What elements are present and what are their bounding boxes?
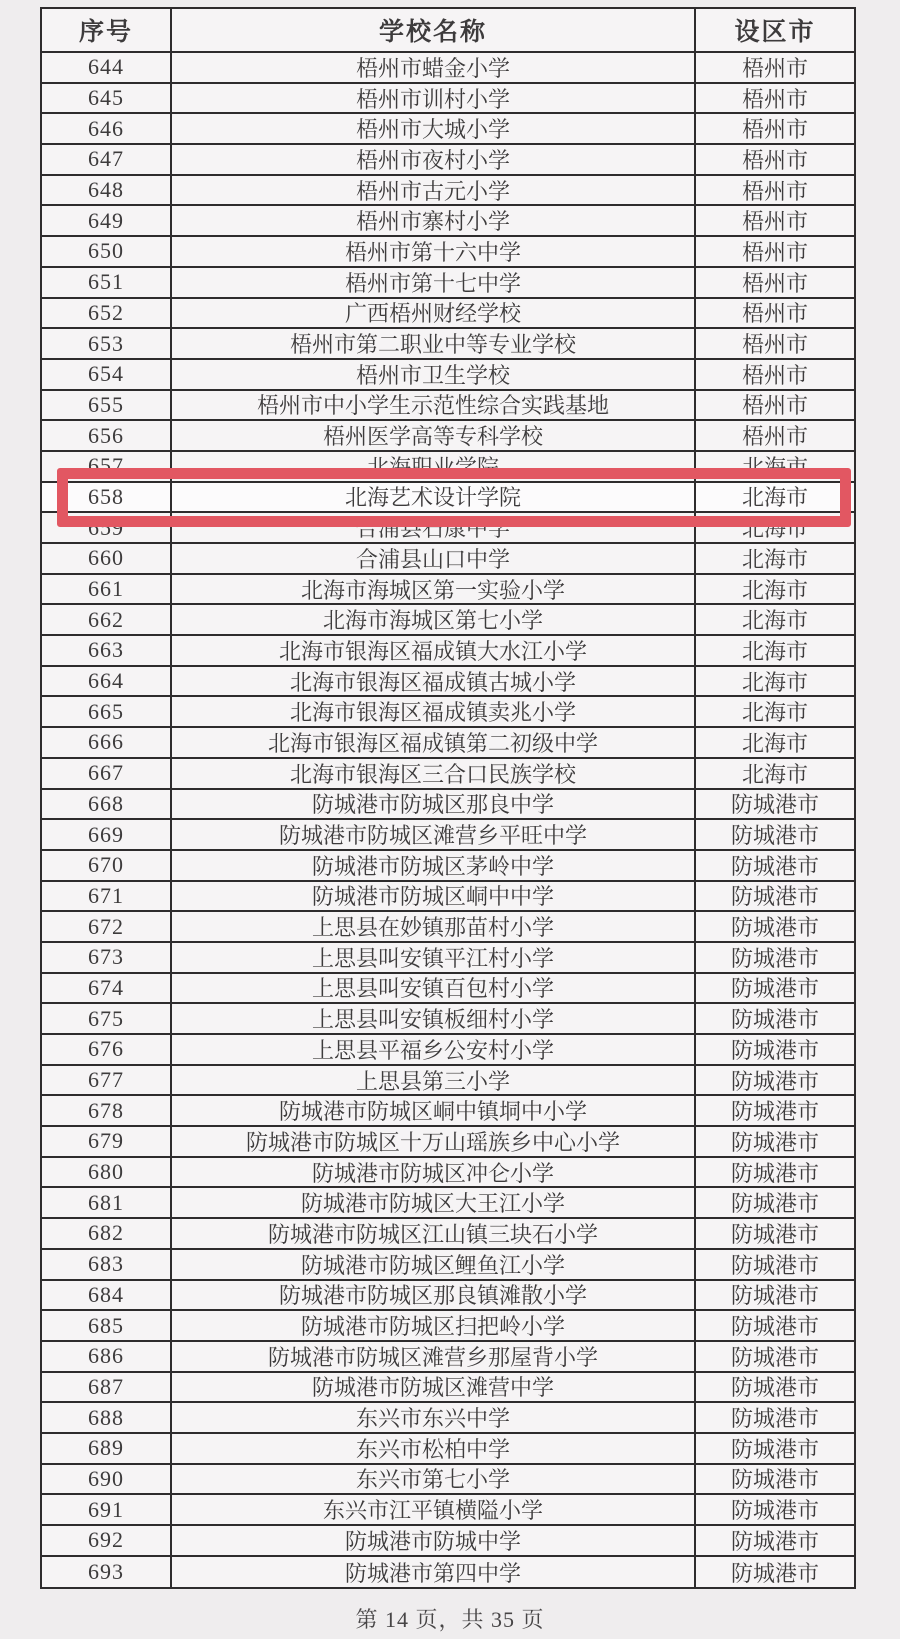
row-school: 防城港市防城区茅岭中学	[172, 851, 696, 880]
row-city: 北海市	[741, 546, 808, 572]
row-no: 666	[42, 728, 172, 757]
table-row	[42, 1403, 854, 1434]
row-school: 防城港市防城区那良中学	[172, 790, 696, 819]
row-city: 梧州市	[741, 301, 808, 327]
row-city: 北海市	[741, 608, 808, 634]
row-no: 677	[42, 1066, 172, 1095]
table-row	[42, 1465, 854, 1496]
row-city: 梧州市	[741, 393, 808, 419]
row-school: 梧州医学高等专科学校	[172, 421, 696, 450]
row-school: 防城港市防城区江山镇三块石小学	[172, 1219, 696, 1248]
row-no: 671	[42, 882, 172, 911]
row-school: 上思县叫安镇板细村小学	[172, 1004, 696, 1033]
row-city: 防城港市	[730, 1560, 819, 1586]
table-row	[42, 206, 854, 237]
table-row	[42, 299, 854, 330]
table-row	[42, 605, 854, 636]
row-school: 上思县在妙镇那苗村小学	[172, 912, 696, 941]
row-school: 东兴市第七小学	[172, 1465, 696, 1494]
table-row	[42, 912, 854, 943]
row-no: 693	[42, 1557, 172, 1588]
row-school: 防城港市防城区滩营乡那屋背小学	[172, 1342, 696, 1371]
row-school: 上思县平福乡公安村小学	[172, 1035, 696, 1064]
row-city: 北海市	[741, 454, 808, 480]
table-row	[42, 1495, 854, 1526]
row-no: 663	[42, 636, 172, 665]
row-school: 北海市银海区福成镇古城小学	[172, 667, 696, 696]
row-school: 广西梧州财经学校	[172, 299, 696, 328]
row-no: 650	[42, 237, 172, 266]
row-no: 683	[42, 1250, 172, 1279]
table-row	[42, 1281, 854, 1312]
row-city: 防城港市	[730, 1314, 819, 1340]
row-school: 防城港市第四中学	[172, 1557, 696, 1588]
row-school: 防城港市防城区那良镇滩散小学	[172, 1281, 696, 1310]
row-no: 684	[42, 1281, 172, 1310]
row-school: 防城港市防城区滩营乡平旺中学	[172, 820, 696, 849]
table-row	[42, 974, 854, 1005]
row-city: 防城港市	[730, 1406, 819, 1432]
row-city: 梧州市	[741, 55, 808, 81]
row-school: 防城港市防城区冲仑小学	[172, 1158, 696, 1187]
row-school: 北海艺术设计学院	[172, 483, 696, 512]
table-row	[42, 1127, 854, 1158]
row-city: 北海市	[741, 761, 808, 787]
table-row	[42, 145, 854, 176]
row-school: 梧州市蜡金小学	[172, 53, 696, 82]
table-row	[42, 1526, 854, 1557]
table-row	[42, 1158, 854, 1189]
table-row	[42, 882, 854, 913]
row-school: 北海职业学院	[172, 452, 696, 481]
row-school: 上思县叫安镇平江村小学	[172, 943, 696, 972]
table-row	[42, 1373, 854, 1404]
row-school: 防城港市防城区扫把岭小学	[172, 1311, 696, 1340]
table-row	[42, 329, 854, 360]
row-school: 梧州市古元小学	[172, 176, 696, 205]
row-city: 防城港市	[730, 1436, 819, 1462]
row-city: 防城港市	[730, 1344, 819, 1370]
row-city: 梧州市	[741, 270, 808, 296]
row-no: 662	[42, 605, 172, 634]
row-city: 防城港市	[730, 1283, 819, 1309]
header-serial-number: 序号	[42, 9, 172, 51]
row-no: 692	[42, 1526, 172, 1555]
row-school: 梧州市中小学生示范性综合实践基地	[172, 391, 696, 420]
table-row	[42, 636, 854, 667]
table-row	[42, 1557, 854, 1588]
table-row	[42, 84, 854, 115]
row-no: 661	[42, 575, 172, 604]
page-number-footer: 第 14 页，共 35 页	[355, 1607, 545, 1632]
row-no: 670	[42, 851, 172, 880]
table-row	[42, 820, 854, 851]
table-row	[42, 697, 854, 728]
row-city: 北海市	[741, 669, 808, 695]
header-city: 设区市	[734, 19, 816, 46]
table-row	[42, 483, 854, 514]
row-no: 687	[42, 1373, 172, 1402]
row-school: 防城港市防城区鲤鱼江小学	[172, 1250, 696, 1279]
row-no: 676	[42, 1035, 172, 1064]
row-no: 678	[42, 1096, 172, 1125]
table-row	[42, 1342, 854, 1373]
row-school: 合浦县山口中学	[172, 544, 696, 573]
row-no: 645	[42, 84, 172, 113]
row-city: 防城港市	[730, 1129, 819, 1155]
row-no: 656	[42, 421, 172, 450]
row-school: 梧州市大城小学	[172, 114, 696, 143]
row-city: 梧州市	[741, 362, 808, 388]
row-no: 680	[42, 1158, 172, 1187]
row-no: 675	[42, 1004, 172, 1033]
row-city: 梧州市	[741, 424, 808, 450]
row-no: 653	[42, 329, 172, 358]
row-school: 梧州市第十六中学	[172, 237, 696, 266]
row-no: 649	[42, 206, 172, 235]
row-school: 防城港市防城区十万山瑶族乡中心小学	[172, 1127, 696, 1156]
row-no: 689	[42, 1434, 172, 1463]
row-city: 防城港市	[730, 1068, 819, 1094]
row-no: 688	[42, 1403, 172, 1432]
table-row	[42, 544, 854, 575]
table-row	[42, 360, 854, 391]
row-no: 673	[42, 943, 172, 972]
row-city: 梧州市	[741, 117, 808, 143]
row-city: 北海市	[741, 516, 808, 542]
row-city: 梧州市	[741, 147, 808, 173]
row-school: 北海市银海区福成镇第二初级中学	[172, 728, 696, 757]
row-no: 660	[42, 544, 172, 573]
row-school: 防城港市防城区滩营中学	[172, 1373, 696, 1402]
row-city: 防城港市	[730, 1375, 819, 1401]
table-row	[42, 268, 854, 299]
table-body	[42, 53, 854, 1587]
row-city: 梧州市	[741, 209, 808, 235]
row-school: 梧州市卫生学校	[172, 360, 696, 389]
table-row	[42, 1311, 854, 1342]
row-school: 东兴市东兴中学	[172, 1403, 696, 1432]
row-city: 防城港市	[730, 792, 819, 818]
table-header-row	[42, 9, 854, 53]
table-row	[42, 790, 854, 821]
table-row	[42, 452, 854, 483]
row-city: 防城港市	[730, 1191, 819, 1217]
row-city: 北海市	[741, 638, 808, 664]
row-city: 防城港市	[730, 1467, 819, 1493]
row-no: 679	[42, 1127, 172, 1156]
row-city: 防城港市	[730, 1160, 819, 1186]
row-no: 648	[42, 176, 172, 205]
row-no: 686	[42, 1342, 172, 1371]
row-city: 防城港市	[730, 976, 819, 1002]
row-school: 东兴市江平镇横隘小学	[172, 1495, 696, 1524]
row-no: 647	[42, 145, 172, 174]
row-school: 梧州市第十七中学	[172, 268, 696, 297]
row-city: 防城港市	[730, 853, 819, 879]
table-row	[42, 1004, 854, 1035]
row-no: 691	[42, 1495, 172, 1524]
table-row	[42, 1219, 854, 1250]
row-city: 梧州市	[741, 86, 808, 112]
row-no: 672	[42, 912, 172, 941]
header-school-name: 学校名称	[172, 9, 696, 51]
table-row	[42, 943, 854, 974]
row-city: 防城港市	[730, 1252, 819, 1278]
row-city: 防城港市	[730, 1099, 819, 1125]
row-no: 651	[42, 268, 172, 297]
row-school: 东兴市松柏中学	[172, 1434, 696, 1463]
row-school: 上思县叫安镇百包村小学	[172, 974, 696, 1003]
row-school: 梧州市第二职业中等专业学校	[172, 329, 696, 358]
row-no: 664	[42, 667, 172, 696]
table-row	[42, 759, 854, 790]
row-no: 657	[42, 452, 172, 481]
row-no: 690	[42, 1465, 172, 1494]
row-school: 防城港市防城区峒中镇垌中小学	[172, 1096, 696, 1125]
row-no: 646	[42, 114, 172, 143]
row-city: 北海市	[741, 730, 808, 756]
row-city: 防城港市	[730, 884, 819, 910]
table-row	[42, 176, 854, 207]
row-school: 北海市海城区第七小学	[172, 605, 696, 634]
row-no: 681	[42, 1188, 172, 1217]
row-city: 防城港市	[730, 1498, 819, 1524]
row-school: 梧州市夜村小学	[172, 145, 696, 174]
row-no: 652	[42, 299, 172, 328]
table-row	[42, 1434, 854, 1465]
row-school: 防城港市防城区峒中中学	[172, 882, 696, 911]
row-city: 北海市	[741, 485, 808, 511]
row-school: 北海市银海区福成镇大水江小学	[172, 636, 696, 665]
row-school: 防城港市防城区大王江小学	[172, 1188, 696, 1217]
table-row	[42, 391, 854, 422]
row-city: 防城港市	[730, 823, 819, 849]
row-city: 防城港市	[730, 1221, 819, 1247]
row-no: 654	[42, 360, 172, 389]
table-row	[42, 851, 854, 882]
row-no: 682	[42, 1219, 172, 1248]
school-list-table	[40, 7, 856, 1589]
row-no: 685	[42, 1311, 172, 1340]
table-row	[42, 421, 854, 452]
table-row	[42, 237, 854, 268]
row-school: 北海市海城区第一实验小学	[172, 575, 696, 604]
row-no: 674	[42, 974, 172, 1003]
table-row	[42, 1188, 854, 1219]
row-school: 北海市银海区三合口民族学校	[172, 759, 696, 788]
table-row	[42, 53, 854, 84]
row-school: 梧州市训村小学	[172, 84, 696, 113]
row-city: 防城港市	[730, 915, 819, 941]
row-city: 防城港市	[730, 1528, 819, 1554]
table-row	[42, 1250, 854, 1281]
row-school: 防城港市防城中学	[172, 1526, 696, 1555]
row-no: 668	[42, 790, 172, 819]
table-row	[42, 667, 854, 698]
row-no: 655	[42, 391, 172, 420]
row-no: 669	[42, 820, 172, 849]
row-city: 防城港市	[730, 1037, 819, 1063]
row-city: 梧州市	[741, 178, 808, 204]
row-city: 防城港市	[730, 1007, 819, 1033]
table-row	[42, 575, 854, 606]
row-city: 防城港市	[730, 945, 819, 971]
row-city: 北海市	[741, 577, 808, 603]
row-school: 上思县第三小学	[172, 1066, 696, 1095]
table-row	[42, 114, 854, 145]
row-no: 644	[42, 53, 172, 82]
row-city: 梧州市	[741, 239, 808, 265]
row-school: 合浦县石康中学	[172, 513, 696, 542]
row-city: 北海市	[741, 700, 808, 726]
table-row	[42, 1066, 854, 1097]
row-school: 梧州市寨村小学	[172, 206, 696, 235]
row-no: 665	[42, 697, 172, 726]
row-school: 北海市银海区福成镇卖兆小学	[172, 697, 696, 726]
row-no: 658	[42, 483, 172, 512]
table-row	[42, 1035, 854, 1066]
row-no: 659	[42, 513, 172, 542]
row-no: 667	[42, 759, 172, 788]
table-row	[42, 728, 854, 759]
table-row	[42, 1096, 854, 1127]
row-city: 梧州市	[741, 332, 808, 358]
table-row	[42, 513, 854, 544]
